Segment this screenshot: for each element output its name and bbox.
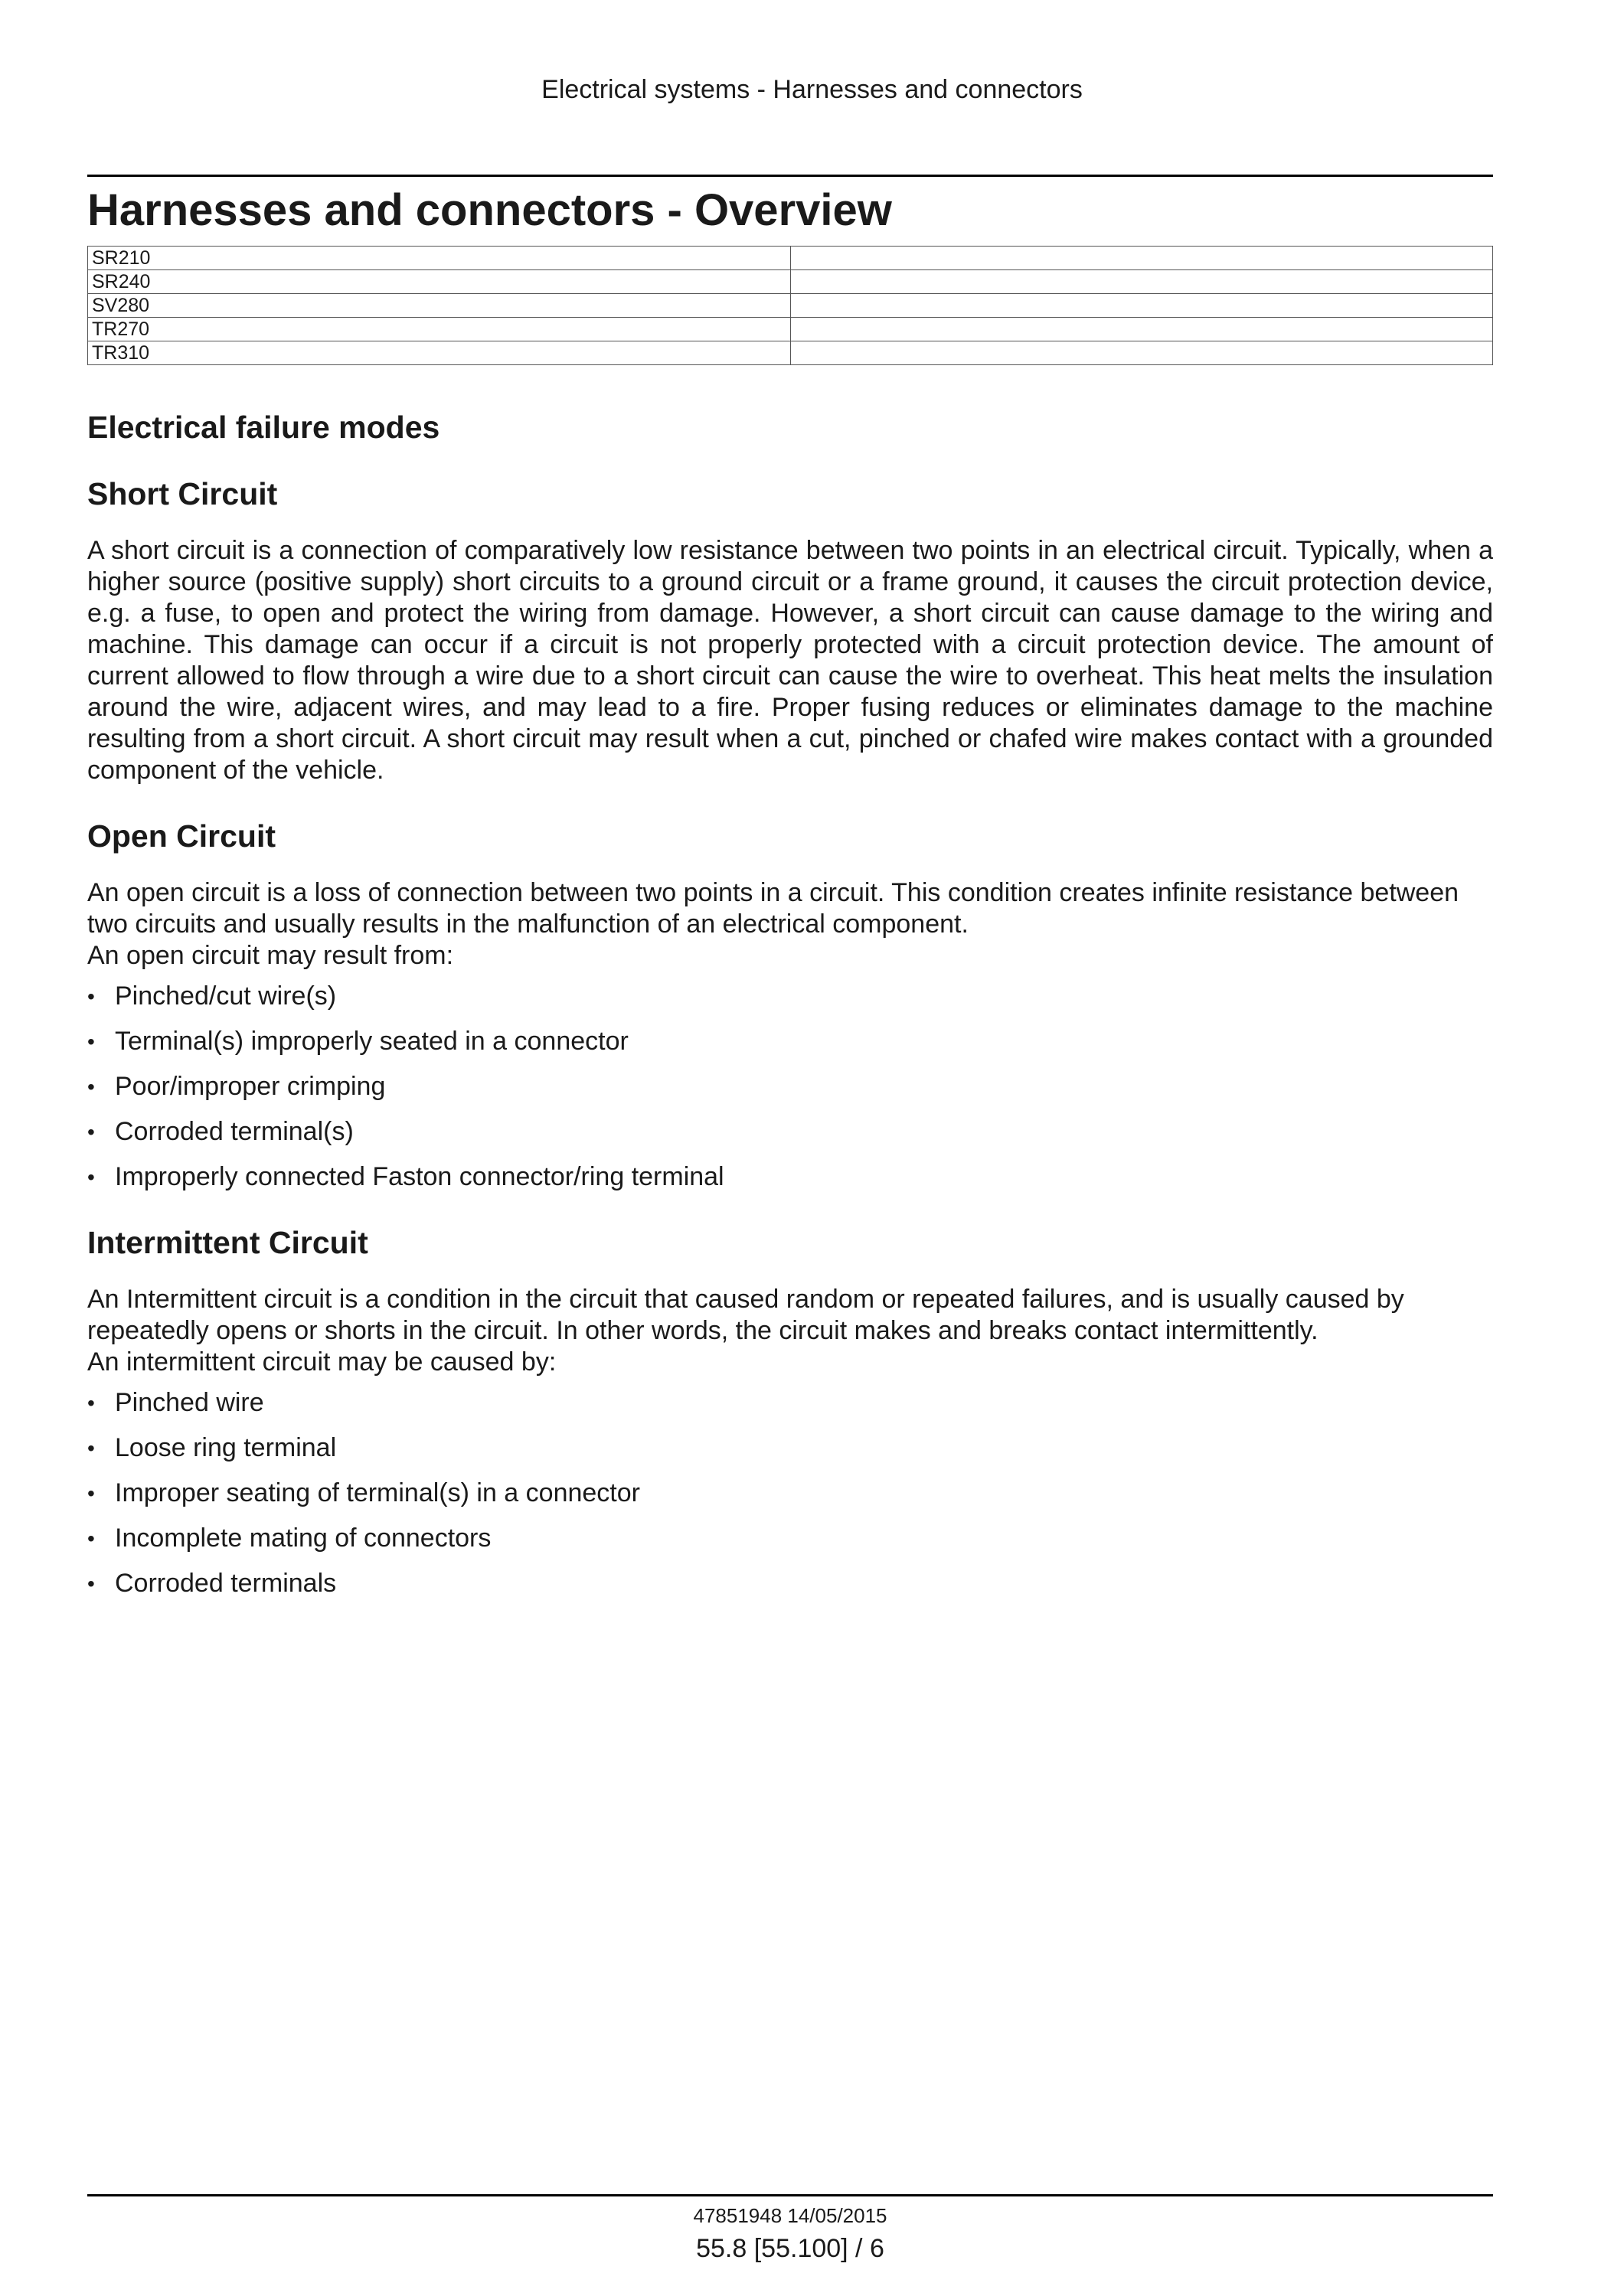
empty-cell [790, 341, 1493, 364]
bullet-icon: • [87, 1391, 95, 1416]
bullet-icon: • [87, 1075, 95, 1099]
model-cell: SR210 [88, 246, 791, 269]
intermittent-circuit-section [87, 1225, 1493, 1599]
footer-rule [87, 2194, 1493, 2196]
bullet-icon: • [87, 1436, 95, 1461]
list-item: • Corroded terminals [87, 1569, 337, 1599]
open-circuit-text: An open circuit is a loss of connection between two points in a circuit. This condition creates infinite resistance between two circuits and usually results in the malfunction of an electrical component. [87, 878, 1459, 939]
footer-document-id: 47851948 14/05/2015 [693, 2204, 887, 2227]
short-circuit-heading: Short Circuit [87, 475, 278, 511]
empty-cell [790, 293, 1493, 317]
intermittent-circuit-text: An Intermittent circuit is a condition in the circuit that caused random or repeated failures, and is usually caused by repeatedly opens or shorts in the circuit. In other words, the circuit makes and breaks contact intermittently. [87, 1285, 1404, 1346]
model-table [87, 246, 1493, 365]
open-circuit-lead: An open circuit may result from: [87, 941, 454, 971]
bullet-icon: • [87, 1527, 95, 1551]
intermittent-circuit-heading: Intermittent Circuit [87, 1225, 368, 1261]
open-circuit-list [87, 981, 1493, 1193]
list-item: • Terminal(s) improperly seated in a connector [87, 1027, 629, 1057]
page-footer [87, 2194, 1493, 2264]
page-content [87, 175, 1493, 1631]
list-item: • Pinched/cut wire(s) [87, 981, 337, 1011]
list-item: • Improper seating of terminal(s) in a connector [87, 1478, 640, 1508]
table-row [88, 317, 1493, 341]
footer-page-reference: 55.8 [55.100] / 6 [696, 2234, 884, 2263]
bullet-icon: • [87, 1481, 95, 1506]
open-circuit-heading: Open Circuit [87, 818, 276, 854]
section-heading: Electrical failure modes [87, 409, 440, 445]
running-header: Electrical systems - Harnesses and connectors [541, 75, 1083, 104]
short-circuit-section [87, 476, 1493, 786]
model-cell: TR270 [88, 317, 791, 341]
bullet-icon: • [87, 1165, 95, 1190]
short-circuit-text: A short circuit is a connection of comparatively low resistance between two points in an electrical circuit. Typically, when a higher source (positive supply) short circuits to a ground circuit or a frame ground, it causes the circuit protection device, e.g. a fuse, to open and protect the wiring from damage. However, a short circuit can cause damage to the wiring and machine. This damage can occur if a circuit is not properly protected with a circuit protection device. The amount of current allowed to flow through a wire due to a short circuit can cause the wire to overheat. This heat melts the insulation around the wire, adjacent wires, and may lead to a fire. Proper fusing reduces or eliminates damage to the machine resulting from a short circuit. A short circuit may result when a cut, pinched or chafed wire makes contact with a grounded component of the vehicle. [87, 536, 1493, 785]
bullet-icon: • [87, 985, 95, 1009]
page-title: Harnesses and connectors - Overview [87, 185, 892, 235]
list-item: • Poor/improper crimping [87, 1072, 386, 1102]
table-row [88, 246, 1493, 269]
empty-cell [790, 269, 1493, 293]
bullet-icon: • [87, 1120, 95, 1145]
list-item: • Corroded terminal(s) [87, 1117, 354, 1147]
open-circuit-section [87, 818, 1493, 1193]
model-cell: SR240 [88, 269, 791, 293]
table-row [88, 341, 1493, 364]
empty-cell [790, 246, 1493, 269]
table-row [88, 293, 1493, 317]
intermittent-circuit-list [87, 1387, 1493, 1599]
bullet-icon: • [87, 1030, 95, 1054]
intermittent-circuit-lead: An intermittent circuit may be caused by: [87, 1347, 557, 1377]
title-rule [87, 175, 1493, 177]
list-item: • Pinched wire [87, 1388, 264, 1418]
empty-cell [790, 317, 1493, 341]
list-item: • Loose ring terminal [87, 1433, 337, 1463]
table-row [88, 269, 1493, 293]
list-item: • Incomplete mating of connectors [87, 1524, 492, 1553]
list-item: • Improperly connected Faston connector/ring terminal [87, 1162, 724, 1192]
bullet-icon: • [87, 1572, 95, 1596]
model-cell: SV280 [88, 293, 791, 317]
model-cell: TR310 [88, 341, 791, 364]
